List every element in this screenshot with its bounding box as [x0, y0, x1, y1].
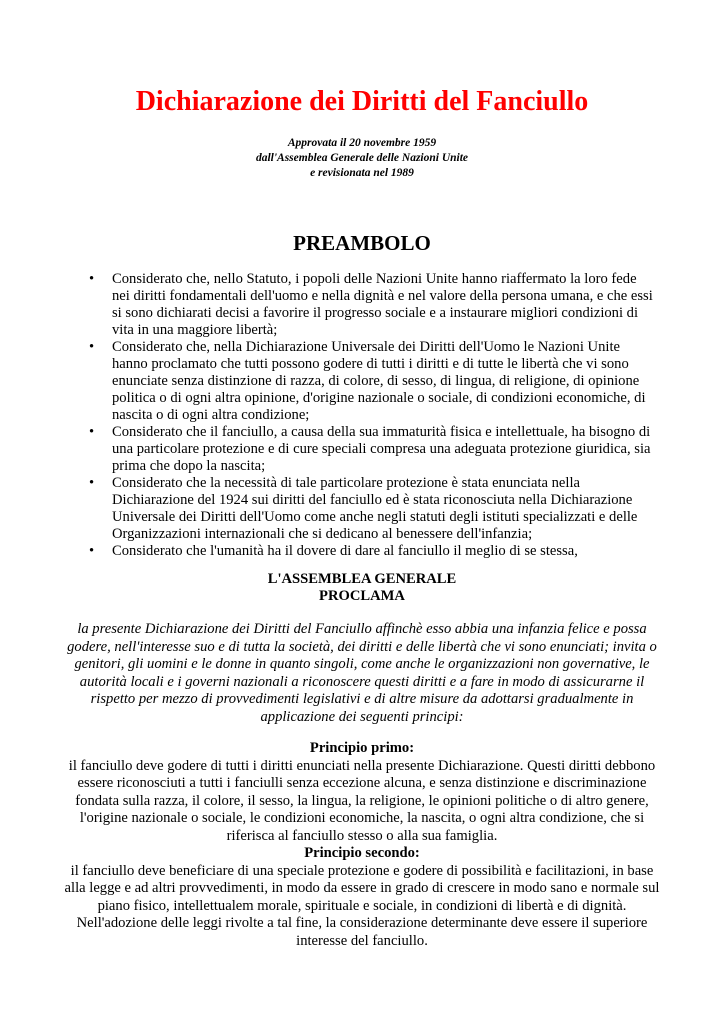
- preamble-heading: PREAMBOLO: [293, 231, 431, 255]
- preamble-item-text: Considerato che la necessità di tale particolare protezione è stata enunciata nella Dichiarazione del 1924 sui diritti del fanciullo ed è stata riconosciuta nella Dichiarazione Universale dei Diritti dell'Uomo come anche negli statuti degli istituti specializzati e delle Organizzazioni internazionali che si dedicano al benessere dell'infanzia;: [112, 475, 638, 542]
- assembly-heading: [0, 571, 724, 605]
- preamble-item-text: Considerato che, nello Statuto, i popoli delle Nazioni Unite hanno riaffermato la loro fede nei diritti fondamentali dell'uomo e nella dignità e nel valore della persona umana, e che essi si sono dichiarati decisi a favorire il progresso sociale e a instaurare migliori condizioni di vita in una maggiore libertà;: [112, 271, 653, 338]
- proclaims-line: PROCLAMA: [319, 588, 405, 604]
- bullet-icon: •: [89, 543, 95, 559]
- subtitle-line: dall'Assemblea Generale delle Nazioni Unite: [255, 152, 469, 164]
- preamble-item: [88, 271, 658, 339]
- document-title: Dichiarazione dei Diritti del Fanciullo: [135, 86, 589, 117]
- preamble-item: [88, 339, 658, 424]
- preamble-item: [88, 543, 658, 560]
- principle-title: Principio primo:: [309, 740, 415, 756]
- preamble-item: [88, 424, 658, 475]
- preamble-item-text: Considerato che, nella Dichiarazione Universale dei Diritti dell'Uomo le Nazioni Unite hanno proclamato che tutti possono godere di tutti i diritti e di tutte le libertà che vi sono enunciate senza distinzione di razza, di colore, di sesso, di lingua, di religione, di opinione politica o di ogni altra opinione, d'origine nazionale o sociale, di condizioni economiche, di nascita o di ogni altra condizione;: [112, 339, 646, 423]
- bullet-icon: •: [89, 424, 95, 440]
- proclamation-text: la presente Dichiarazione dei Diritti del Fanciullo affinchè esso abbia una infanzia felice e possa godere, nell'interesse suo e di tutta la società, dei diritti e delle libertà che vi sono enunciati; invita o genitori, gli uomini e le donne in quanto singoli, come anche le organizzazioni non governative, le autorità locali e i governi nazionali a riconoscere questi diritti e a fare in modo di assicurarne il rispetto per mezzo di provvedimenti legislativi e di altre misure da adottarsi gradualmente in applicazione dei seguenti principi:: [67, 621, 657, 725]
- document-subtitle: [0, 136, 724, 181]
- bullet-icon: •: [89, 271, 95, 287]
- bullet-icon: •: [89, 475, 95, 491]
- principles-section: [62, 740, 662, 950]
- preamble-item-text: Considerato che il fanciullo, a causa della sua immaturità fisica e intellettuale, ha bisogno di una particolare protezione e di cure speciali compresa una adeguata protezione giuridica, sia prima che dopo la nascita;: [112, 424, 651, 474]
- principle-text: il fanciullo deve beneficiare di una speciale protezione e godere di possibilità e facilitazioni, in base alla legge e ad altri provvedimenti, in modo da essere in grado di crescere in modo sano e normale sul piano fisico, intellettualem morale, spirituale e sociale, in condizioni di libertà e di dignità. Nell'adozione delle leggi rivolte a tal fine, la considerazione determinante deve essere il superiore interesse del fanciullo.: [64, 862, 660, 949]
- principle-text: il fanciullo deve godere di tutti i diritti enunciati nella presente Dichiarazione. Questi diritti debbono essere riconosciuti a tutti i fanciulli senza eccezione alcuna, e senza distinzione e discriminazione fondata sulla razza, il colore, il sesso, la lingua, la religione, le opinioni politiche o di altro genere, l'origine nazionale o sociale, le condizioni economiche, la nascita, o ogni altra condizione, che si riferisca al fanciullo stesso o alla sua famiglia.: [68, 757, 656, 844]
- principle-title: Principio secondo:: [304, 845, 420, 861]
- preamble-list: [88, 271, 658, 560]
- assembly-line: L'ASSEMBLEA GENERALE: [267, 571, 457, 587]
- subtitle-line: Approvata il 20 novembre 1959: [287, 137, 437, 149]
- preamble-item-text: Considerato che l'umanità ha il dovere di dare al fanciullo il meglio di se stessa,: [112, 543, 578, 559]
- preamble-item: [88, 475, 658, 543]
- bullet-icon: •: [89, 339, 95, 355]
- subtitle-line: e revisionata nel 1989: [310, 167, 414, 179]
